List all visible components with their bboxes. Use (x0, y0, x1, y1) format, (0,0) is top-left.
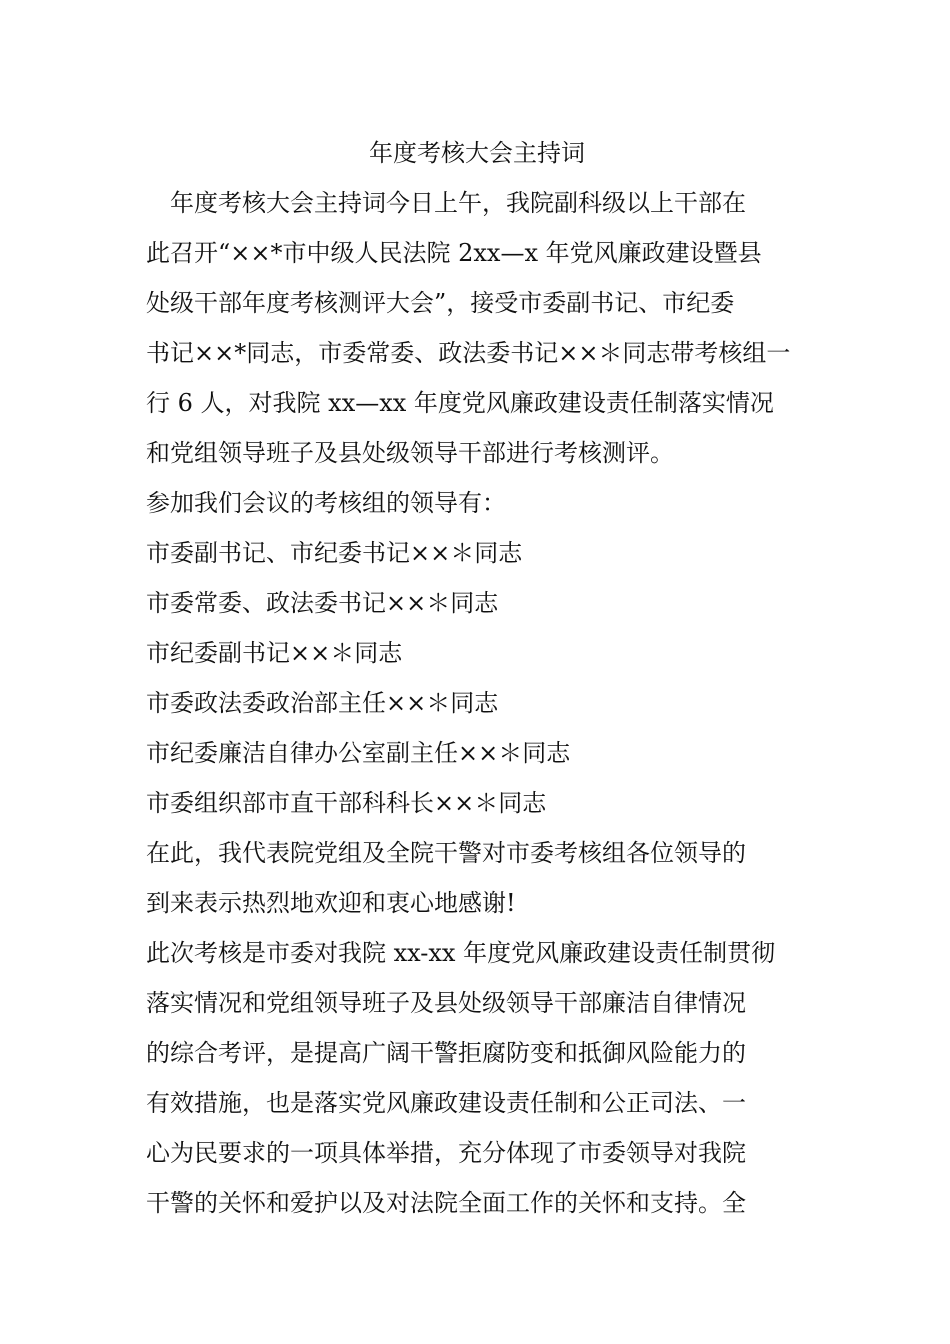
welcome-paragraph (146, 828, 808, 928)
purpose-line: 落实情况和党组领导班子及县处级领导干部廉洁自律情况 (146, 989, 746, 1017)
intro-line: 和党组领导班子及县处级领导干部进行考核测评。 (146, 439, 674, 467)
document-title: 年度考核大会主持词 (369, 139, 585, 167)
purpose-line: 的综合考评，是提高广阔干警拒腐防变和抵御风险能力的 (146, 1039, 746, 1067)
leaders-list (146, 528, 808, 828)
intro-line: 处级干部年度考核测评大会”，接受市委副书记、市纪委 (146, 289, 735, 317)
intro-line: 书记××*同志，市委常委、政法委书记××＊同志带考核组一 (146, 339, 791, 367)
purpose-line: 心为民要求的一项具体举措，充分体现了市委领导对我院 (146, 1139, 746, 1167)
leader-item: 市委副书记、市纪委书记××＊同志 (146, 539, 523, 567)
welcome-line: 在此，我代表院党组及全院干警对市委考核组各位领导的 (146, 839, 746, 867)
document-body (146, 128, 808, 1228)
intro-paragraph (146, 178, 808, 478)
purpose-paragraph (146, 928, 808, 1228)
intro-line: 行 6 人，对我院 xx—xx 年度党风廉政建设责任制落实情况 (146, 389, 774, 417)
intro-line: 年度考核大会主持词今日上午，我院副科级以上干部在 (170, 189, 746, 217)
leader-item: 市纪委廉洁自律办公室副主任××＊同志 (146, 739, 571, 767)
leader-item: 市纪委副书记××＊同志 (146, 639, 403, 667)
leader-item: 市委常委、政法委书记××＊同志 (146, 589, 499, 617)
leader-item: 市委组织部市直干部科科长××＊同志 (146, 789, 547, 817)
intro-line: 此召开“××*市中级人民法院 2xx—x 年党风廉政建设暨县 (146, 239, 762, 267)
leaders-heading: 参加我们会议的考核组的领导有： (146, 489, 506, 517)
purpose-line: 此次考核是市委对我院 xx-xx 年度党风廉政建设责任制贯彻 (146, 939, 776, 967)
welcome-line: 到来表示热烈地欢迎和衷心地感谢! (146, 889, 516, 917)
purpose-line: 有效措施，也是落实党风廉政建设责任制和公正司法、一 (146, 1089, 746, 1117)
leader-item: 市委政法委政治部主任××＊同志 (146, 689, 499, 717)
purpose-line: 干警的关怀和爱护以及对法院全面工作的关怀和支持。全 (146, 1189, 746, 1217)
